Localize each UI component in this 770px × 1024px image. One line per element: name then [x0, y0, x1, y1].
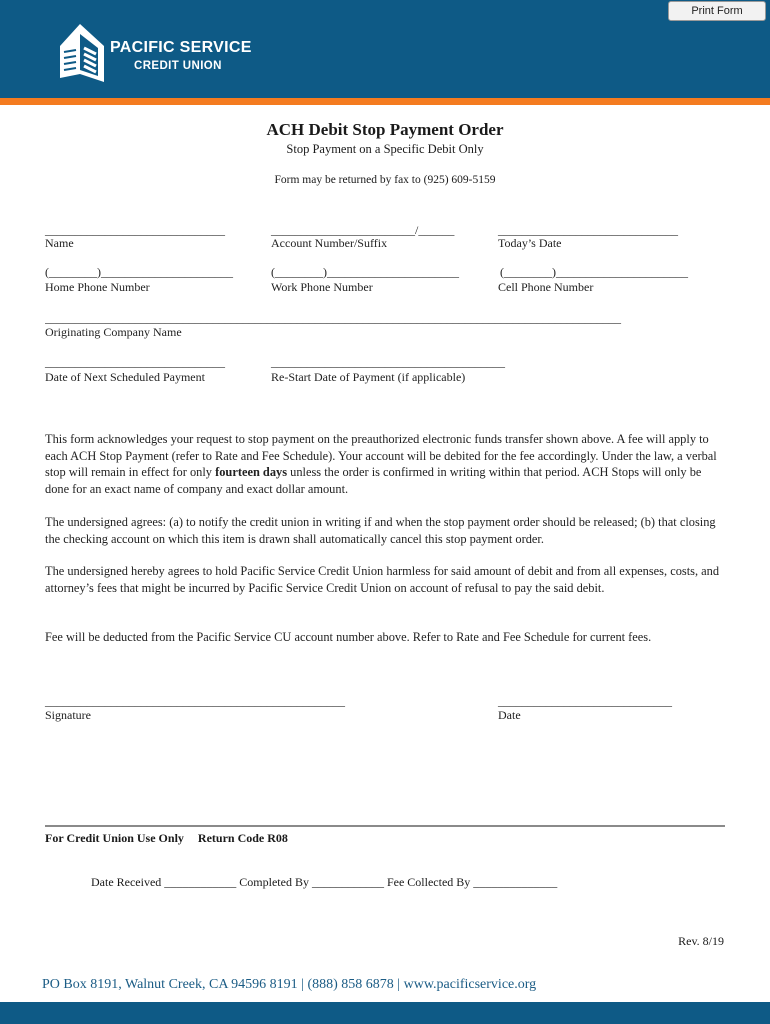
name-field[interactable]: ______________________________ [45, 223, 225, 237]
restart-date-label: Re-Start Date of Payment (if applicable) [271, 370, 466, 384]
originating-company-field[interactable]: ________________________________________________________________________________________________ [45, 311, 621, 325]
home-phone-label: Home Phone Number [45, 280, 150, 294]
work-phone-field[interactable]: (________)______________________ [271, 265, 459, 279]
indemnity-paragraph: The undersigned hereby agrees to hold Pacific Service Credit Union harmless for said amount of debit and from all expenses, costs, and attorney’s fees that might be incurred by Pacific Service Credit Union on account of refusal to pay the said debit. [45, 564, 720, 595]
print-form-button[interactable]: Print Form [668, 1, 766, 21]
footer-bar [0, 1002, 770, 1024]
home-phone-field[interactable]: (________)______________________ [45, 265, 233, 279]
originating-company-label: Originating Company Name [45, 325, 182, 339]
logo [58, 20, 278, 84]
pacific-service-logo-icon [58, 20, 106, 84]
account-number-label: Account Number/Suffix [271, 236, 388, 250]
fourteen-days-emphasis: fourteen days [215, 465, 288, 480]
form-title: ACH Debit Stop Payment Order [266, 120, 504, 139]
account-number-field[interactable]: ________________________/______ [271, 223, 455, 237]
header-bar [0, 0, 770, 98]
name-label: Name [45, 236, 74, 250]
next-payment-date-label: Date of Next Scheduled Payment [45, 370, 205, 384]
agreement-paragraph: The undersigned agrees: (a) to notify the credit union in writing if and when the stop payment order should be released; (b) that closing the checking account on which this item is drawn shall automatically cancel this stop payment order. [45, 515, 716, 546]
acknowledgement-text-a: This form acknowledges your request to stop payment on the preauthorized electronic funds transfer shown above. A fee will apply to each ACH Stop Payment (refer to Rate and Fee Schedule). Your account will be debited for the fee accordingly. Under the law, a verbal stop will remain in effect for only [45, 432, 717, 480]
signature-field[interactable]: __________________________________________________ [45, 694, 345, 708]
fax-note: Form may be returned by fax to (925) 609-5159 [274, 174, 496, 186]
credit-union-use-heading [45, 831, 288, 846]
credit-union-use-fields: Date Received ____________ Completed By ____________ Fee Collected By ______________ [91, 875, 558, 889]
return-code-label: Return Code R08 [197, 831, 288, 845]
footer-address: PO Box 8191, Walnut Creek, CA 94596 8191 | (888) 858 6878 | www.pacificservice.org [42, 977, 537, 992]
signature-date-label: Date [498, 708, 521, 722]
accent-band [0, 98, 770, 105]
next-payment-date-field[interactable]: ______________________________ [45, 355, 225, 369]
cell-phone-label: Cell Phone Number [498, 280, 594, 294]
restart-date-field[interactable]: _______________________________________ [271, 355, 505, 369]
signature-label: Signature [45, 708, 91, 722]
section-divider [45, 825, 725, 827]
acknowledgement-paragraph [45, 431, 725, 497]
logo-text-primary: PACIFIC SERVICE [110, 39, 252, 56]
form-subtitle: Stop Payment on a Specific Debit Only [286, 142, 484, 156]
signature-date-field[interactable]: _____________________________ [498, 694, 672, 708]
acknowledgement-text-b: unless the order is confirmed in writing within that period. ACH Stops will only be done for an exact name of company and exact dollar amount. [45, 465, 702, 496]
todays-date-label: Today’s Date [498, 236, 562, 250]
credit-union-use-label: For Credit Union Use Only [45, 831, 184, 845]
revision-label: Rev. 8/19 [678, 934, 724, 948]
cell-phone-field[interactable]: (________)______________________ [500, 265, 688, 279]
logo-text-secondary: CREDIT UNION [134, 60, 222, 72]
todays-date-field[interactable]: ______________________________ [498, 223, 678, 237]
fee-paragraph: Fee will be deducted from the Pacific Service CU account number above. Refer to Rate and Fee Schedule for current fees. [45, 630, 652, 644]
work-phone-label: Work Phone Number [271, 280, 373, 294]
